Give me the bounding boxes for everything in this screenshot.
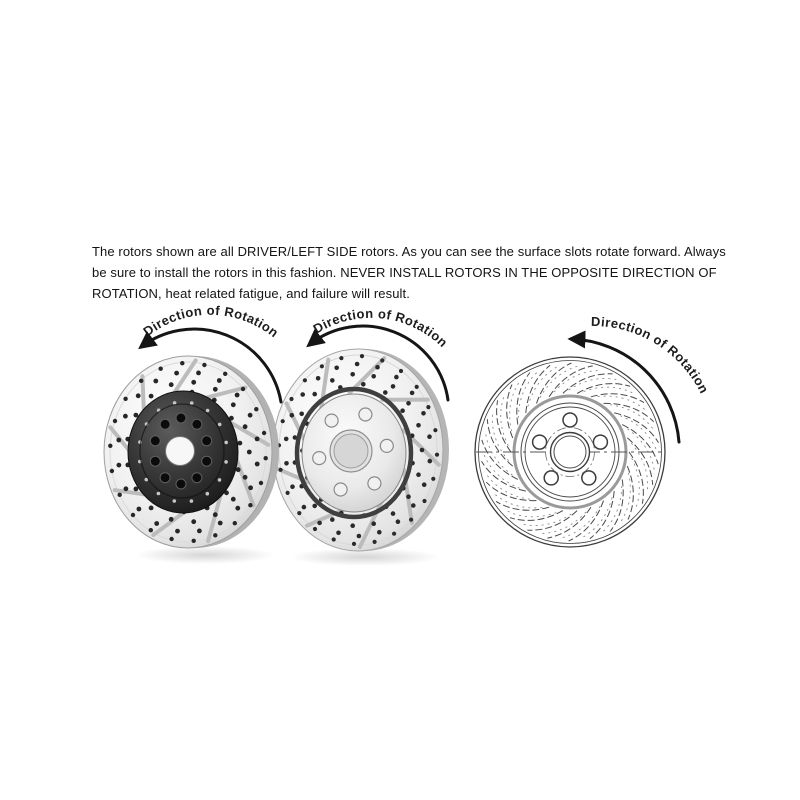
instructions-text: The rotors shown are all DRIVER/LEFT SIDE rotors. As you can see the surface slots rotate forward. Always be sure to install the rotors in this fashion. NEVER INSTALL ROTORS IN THE OPPOSITE DIRECTION OF ROTATION, heat related fatigue, and failure will result. xyxy=(92,244,726,301)
rotor-diagram xyxy=(0,298,800,610)
rotor-2-photo xyxy=(273,349,449,566)
rotor-2-label: Direction of Rotation xyxy=(310,305,451,351)
rotor-3-center-bore xyxy=(551,433,590,472)
rotor-1-center-bore xyxy=(166,437,195,466)
rotor-3-drawing xyxy=(475,357,665,547)
rotor-1-shadow xyxy=(135,546,275,564)
rotor-1-label: Direction of Rotation xyxy=(140,302,282,341)
rotor-3-label: Direction of Rotation xyxy=(590,313,712,396)
rotor-2-center-bore-inner xyxy=(334,434,368,468)
rotor-1-photo xyxy=(104,356,279,564)
